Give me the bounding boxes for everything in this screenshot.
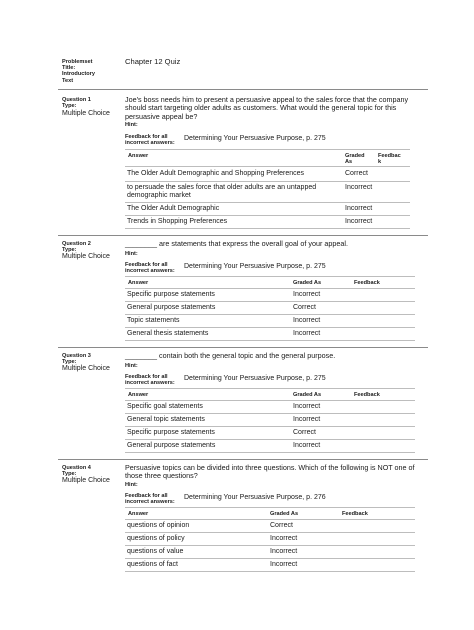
question-text-line: persuasive appeal be? <box>125 111 198 121</box>
question-label <box>62 241 91 253</box>
feedback-label <box>125 262 175 274</box>
question-text-line: those three questions? <box>125 471 198 481</box>
question-label <box>62 465 91 477</box>
answer-text: questions of value <box>127 548 184 555</box>
feedback-text: Determining Your Persuasive Purpose, p. 275 <box>184 135 326 142</box>
table-rule <box>125 288 415 289</box>
answer-text: General topic statements <box>127 416 205 423</box>
feedback-label-line: incorrect answers: <box>125 499 175 506</box>
meta-label-line: Problemset <box>62 59 93 65</box>
graded-as: Correct <box>345 170 368 177</box>
table-rule <box>125 166 410 167</box>
feedback-label <box>125 493 175 505</box>
type-label: Type: <box>62 359 77 366</box>
table-rule <box>125 276 415 277</box>
header-feedback: Feedback <box>354 280 380 286</box>
quiz-title: Chapter 12 Quiz <box>125 57 181 66</box>
graded-as: Incorrect <box>270 535 298 542</box>
feedback-text: Determining Your Persuasive Purpose, p. 275 <box>184 263 326 270</box>
graded-as: Incorrect <box>293 403 321 410</box>
table-rule <box>125 400 415 401</box>
answer-text: Specific purpose statements <box>127 429 215 436</box>
feedback-label <box>125 134 175 146</box>
feedback-label-line: incorrect answers: <box>125 268 175 275</box>
graded-as: Correct <box>270 522 293 529</box>
section-divider <box>58 459 428 460</box>
feedback-text: Determining Your Persuasive Purpose, p. 275 <box>184 375 326 382</box>
table-rule <box>125 532 415 533</box>
graded-as: Incorrect <box>293 442 321 449</box>
header-answer: Answer <box>128 392 149 398</box>
table-rule <box>125 202 410 203</box>
table-rule <box>125 439 415 440</box>
header-answer: Answer <box>128 511 149 517</box>
section-divider <box>58 347 428 348</box>
meta-label-line: Text <box>62 77 74 84</box>
header-graded-line: As <box>345 159 353 166</box>
header-graded-as: Graded As <box>293 392 322 398</box>
table-rule <box>125 571 415 572</box>
header-feedback: Feedback <box>342 511 368 517</box>
table-rule <box>125 426 415 427</box>
table-rule <box>125 314 415 315</box>
table-rule <box>125 340 415 341</box>
question-number: Question 4 <box>62 465 91 471</box>
answer-text: The Older Adult Demographic and Shopping Preferences <box>127 170 305 177</box>
table-rule <box>125 215 410 216</box>
question-label <box>62 97 91 109</box>
feedback-label-line: incorrect answers: <box>125 380 175 387</box>
table-rule <box>125 327 415 328</box>
graded-as: Correct <box>293 304 316 311</box>
table-rule <box>125 181 410 182</box>
question-type: Multiple Choice <box>62 253 110 260</box>
table-rule <box>125 301 415 302</box>
type-label: Type: <box>62 247 77 254</box>
feedback-text: Determining Your Persuasive Purpose, p. 276 <box>184 494 326 501</box>
table-rule <box>125 413 415 414</box>
graded-as: Incorrect <box>293 291 321 298</box>
answer-text: Topic statements <box>127 317 180 324</box>
graded-as: Incorrect <box>345 205 373 212</box>
question-type: Multiple Choice <box>62 365 110 372</box>
question-text: ________ contain both the general topic and the general purpose. <box>125 351 336 360</box>
table-rule <box>125 149 410 150</box>
feedback-label-line: Feedback for all <box>125 134 168 140</box>
header-feedback-line: Feedbac <box>378 153 401 159</box>
header-graded-as <box>345 153 365 165</box>
hint-label: Hint: <box>125 363 138 369</box>
graded-as: Incorrect <box>270 548 298 555</box>
problemset-label <box>62 59 95 84</box>
feedback-label-line: Feedback for all <box>125 262 168 268</box>
answer-text: General purpose statements <box>127 442 216 449</box>
question-text-line: Joe's boss needs him to present a persuasive appeal to the sales force that the company <box>125 95 409 104</box>
hint-label: Hint: <box>125 251 138 257</box>
answer-text: Specific purpose statements <box>127 291 215 298</box>
graded-as: Incorrect <box>345 184 373 191</box>
section-divider <box>58 89 428 90</box>
table-rule <box>125 545 415 546</box>
answer-text: General thesis statements <box>127 330 209 337</box>
type-label: Type: <box>62 471 77 478</box>
feedback-label-line: incorrect answers: <box>125 140 175 147</box>
question-number: Question 2 <box>62 241 91 247</box>
question-text-line: Persuasive topics can be divided into three questions. Which of the following is NOT one of <box>125 463 415 472</box>
answer-text: Trends in Shopping Preferences <box>127 218 228 225</box>
hint-label: Hint: <box>125 482 138 488</box>
header-answer: Answer <box>128 280 149 286</box>
graded-as: Incorrect <box>270 561 298 568</box>
answer-text: General purpose statements <box>127 304 216 311</box>
feedback-label <box>125 374 175 386</box>
graded-as: Incorrect <box>293 330 321 337</box>
hint-label: Hint: <box>125 122 138 128</box>
graded-as: Incorrect <box>293 416 321 423</box>
graded-as: Incorrect <box>293 317 321 324</box>
answer-text-line: demographic market <box>127 192 191 199</box>
question-label <box>62 353 91 365</box>
header-graded-as: Graded As <box>293 280 322 286</box>
answer-text: questions of fact <box>127 561 178 568</box>
meta-label-line: Introductory <box>62 71 95 78</box>
feedback-label-line: Feedback for all <box>125 374 168 380</box>
feedback-label-line: Feedback for all <box>125 493 168 499</box>
header-feedback-line: k <box>378 159 382 166</box>
header-feedback: Feedback <box>354 392 380 398</box>
question-text-line: should start targeting older adults as customers. What would the general topic for this <box>125 103 397 113</box>
answer-text: Specific goal statements <box>127 403 203 410</box>
answer-text: questions of policy <box>127 535 185 542</box>
table-rule <box>125 519 415 520</box>
question-type: Multiple Choice <box>62 110 110 117</box>
table-rule <box>125 388 415 389</box>
meta-label-line: Title: <box>62 65 76 72</box>
answer-text: The Older Adult Demographic <box>127 205 220 212</box>
answer-text <box>127 184 316 200</box>
type-label: Type: <box>62 103 77 110</box>
question-text <box>125 464 425 481</box>
header-graded-as: Graded As <box>270 511 299 517</box>
answer-text: questions of opinion <box>127 522 190 529</box>
question-number: Question 3 <box>62 353 91 359</box>
table-rule <box>125 558 415 559</box>
question-type: Multiple Choice <box>62 477 110 484</box>
graded-as: Incorrect <box>345 218 373 225</box>
question-number: Question 1 <box>62 97 91 103</box>
table-rule <box>125 228 410 229</box>
table-rule <box>125 507 415 508</box>
answer-text-line: to persuade the sales force that older adults are an untapped <box>127 184 317 191</box>
question-text: ________ are statements that express the overall goal of your appeal. <box>125 239 348 248</box>
graded-as: Correct <box>293 429 316 436</box>
header-feedback <box>378 153 401 165</box>
question-text <box>125 96 425 121</box>
header-answer: Answer <box>128 153 149 159</box>
header-graded-line: Graded <box>345 153 365 159</box>
table-rule <box>125 452 415 453</box>
section-divider <box>58 235 428 236</box>
